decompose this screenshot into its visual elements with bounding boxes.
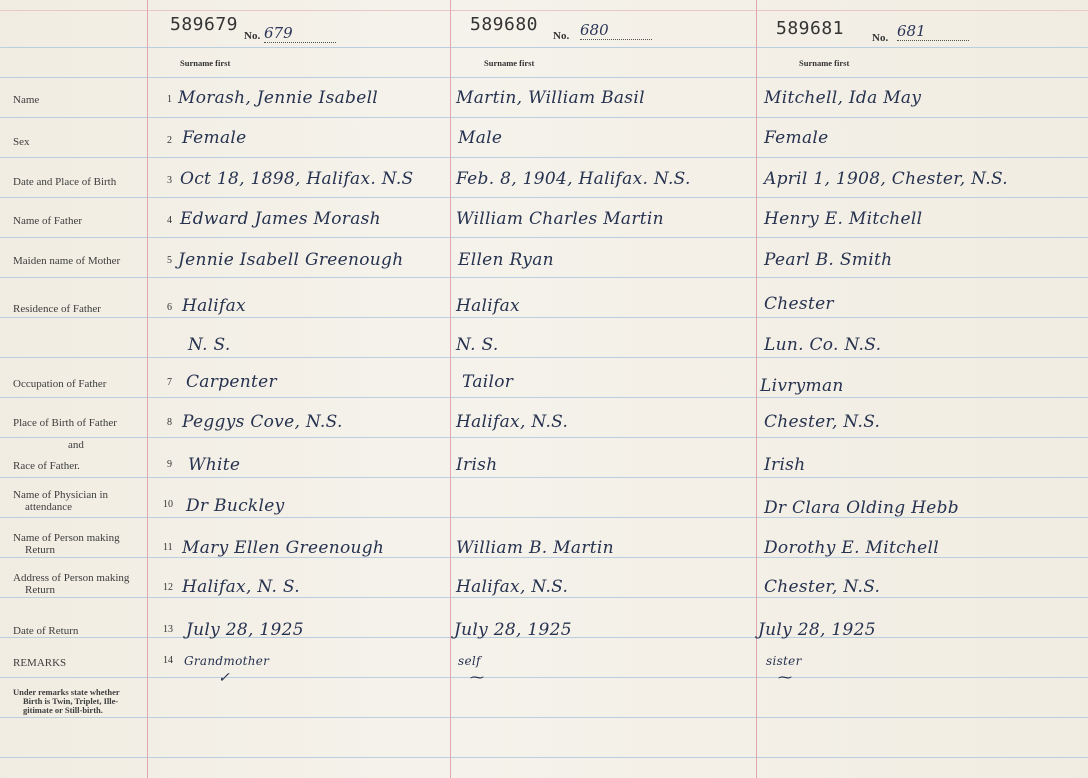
child-sex: Male xyxy=(458,128,503,148)
row-number: 5 xyxy=(167,255,172,266)
surname-first-label: Surname first xyxy=(799,58,850,68)
row-number: 2 xyxy=(167,135,172,146)
child-name: Mitchell, Ida May xyxy=(764,88,922,108)
remarks: sister xyxy=(766,654,802,668)
birth-date-place: Feb. 8, 1904, Halifax. N.S. xyxy=(456,169,691,189)
ruled-line xyxy=(0,357,1088,358)
father-race: Irish xyxy=(764,455,806,475)
row-number: 8 xyxy=(167,417,172,428)
ruled-line xyxy=(0,677,1088,678)
father-residence: Chester xyxy=(764,294,834,314)
label-return-person-line1: Name of Person making xyxy=(13,532,120,544)
note-line3: gitimate or Still-birth. xyxy=(23,705,103,715)
return-address: Halifax, N. S. xyxy=(182,577,300,597)
row-number: 1 xyxy=(167,94,172,105)
label-return-address-line2: Return xyxy=(25,584,55,596)
label-physician xyxy=(13,489,108,513)
column-rule xyxy=(756,0,757,778)
row-number: 13 xyxy=(163,624,173,635)
mother-maiden-name: Ellen Ryan xyxy=(458,250,554,270)
remarks: Grandmother xyxy=(184,654,270,668)
physician: Dr Clara Olding Hebb xyxy=(764,498,959,518)
label-remarks: REMARKS xyxy=(13,657,67,669)
father-name: Henry E. Mitchell xyxy=(764,209,923,229)
child-name: Martin, William Basil xyxy=(456,88,645,108)
row-number: 11 xyxy=(163,542,173,553)
column-rule xyxy=(147,0,148,778)
ruled-line xyxy=(0,757,1088,758)
father-residence-province: N. S. xyxy=(188,335,231,355)
row-number: 6 xyxy=(167,302,172,313)
ruled-line xyxy=(0,717,1088,718)
registration-number: 589679 xyxy=(170,14,239,35)
row-number: 10 xyxy=(163,499,173,510)
ruled-line xyxy=(0,77,1088,78)
return-date: July 28, 1925 xyxy=(454,620,572,640)
flourish-mark: ⁓ xyxy=(470,670,484,686)
no-label: No. xyxy=(553,30,570,42)
label-remarks-note xyxy=(13,688,143,715)
no-label: No. xyxy=(872,32,889,44)
label-father-occupation: Occupation of Father xyxy=(13,378,107,390)
label-return-date: Date of Return xyxy=(13,625,79,637)
entry-number: 681 xyxy=(897,22,969,41)
child-name: Morash, Jennie Isabell xyxy=(178,88,379,108)
row-number: 12 xyxy=(163,582,173,593)
surname-first-label: Surname first xyxy=(180,58,231,68)
label-birth: Date and Place of Birth xyxy=(13,176,117,188)
father-name: Edward James Morash xyxy=(180,209,381,229)
father-birthplace: Peggys Cove, N.S. xyxy=(182,412,343,432)
label-father-birthplace: Place of Birth of Father xyxy=(13,417,117,429)
row-number: 3 xyxy=(167,175,172,186)
father-residence: Halifax xyxy=(456,296,520,316)
ruled-line xyxy=(0,47,1088,48)
father-birthplace: Halifax, N.S. xyxy=(456,412,569,432)
row-number: 7 xyxy=(167,377,172,388)
row-number: 4 xyxy=(167,215,172,226)
ruled-line xyxy=(0,277,1088,278)
physician: Dr Buckley xyxy=(186,496,285,516)
note-line2: Birth is Twin, Triplet, Ille- xyxy=(23,696,119,706)
entry-number: 680 xyxy=(580,21,652,40)
return-address: Halifax, N.S. xyxy=(456,577,569,597)
birth-date-place: Oct 18, 1898, Halifax. N.S xyxy=(180,169,414,189)
father-occupation: Tailor xyxy=(462,372,514,392)
ruled-line xyxy=(0,397,1088,398)
remarks: self xyxy=(458,654,481,668)
row-number: 9 xyxy=(167,459,172,470)
father-occupation: Livryman xyxy=(760,376,844,396)
label-physician-line1: Name of Physician in xyxy=(13,489,109,501)
label-return-person xyxy=(13,532,120,556)
label-and: and xyxy=(68,439,84,451)
label-physician-line2: attendance xyxy=(25,501,73,513)
label-name: Name xyxy=(13,94,40,106)
father-birthplace: Chester, N.S. xyxy=(764,412,881,432)
return-date: July 28, 1925 xyxy=(186,620,304,640)
label-father-name: Name of Father xyxy=(13,215,83,227)
entry-number: 679 xyxy=(264,24,336,43)
mother-maiden-name: Pearl B. Smith xyxy=(764,250,893,270)
label-return-person-line2: Return xyxy=(25,544,55,556)
flourish-mark: ⁓ xyxy=(778,670,792,686)
label-return-address-line1: Address of Person making xyxy=(13,572,130,584)
mother-maiden-name: Jennie Isabell Greenough xyxy=(178,250,404,270)
check-mark: ✓ xyxy=(218,670,230,686)
label-mother-maiden: Maiden name of Mother xyxy=(13,255,121,267)
ruled-line xyxy=(0,437,1088,438)
registration-number: 589681 xyxy=(776,18,845,39)
father-race: Irish xyxy=(456,455,498,475)
return-date: July 28, 1925 xyxy=(758,620,876,640)
return-person: Dorothy E. Mitchell xyxy=(764,538,940,558)
surname-first-label: Surname first xyxy=(484,58,535,68)
label-return-address xyxy=(13,572,129,596)
ruled-line xyxy=(0,157,1088,158)
column-rule xyxy=(450,0,451,778)
label-father-residence: Residence of Father xyxy=(13,303,101,315)
row-number: 14 xyxy=(163,655,173,666)
birth-date-place: April 1, 1908, Chester, N.S. xyxy=(764,169,1008,189)
father-residence-province: N. S. xyxy=(456,335,499,355)
return-address: Chester, N.S. xyxy=(764,577,881,597)
ruled-line xyxy=(0,597,1088,598)
ruled-line xyxy=(0,237,1088,238)
father-race: White xyxy=(188,455,241,475)
label-father-race: Race of Father. xyxy=(13,460,80,472)
father-residence-province: Lun. Co. N.S. xyxy=(764,335,882,355)
father-occupation: Carpenter xyxy=(186,372,277,392)
child-sex: Female xyxy=(182,128,247,148)
father-name: William Charles Martin xyxy=(456,209,664,229)
return-person: William B. Martin xyxy=(456,538,614,558)
ruled-line xyxy=(0,117,1088,118)
ruled-line xyxy=(0,197,1088,198)
registration-number: 589680 xyxy=(470,14,539,35)
label-sex: Sex xyxy=(13,136,30,148)
ruled-line xyxy=(0,10,1088,11)
note-line1: Under remarks state whether xyxy=(13,687,120,697)
return-person: Mary Ellen Greenough xyxy=(182,538,385,558)
child-sex: Female xyxy=(764,128,829,148)
ruled-line xyxy=(0,317,1088,318)
ruled-line xyxy=(0,477,1088,478)
father-residence: Halifax xyxy=(182,296,246,316)
no-label: No. xyxy=(244,30,261,42)
